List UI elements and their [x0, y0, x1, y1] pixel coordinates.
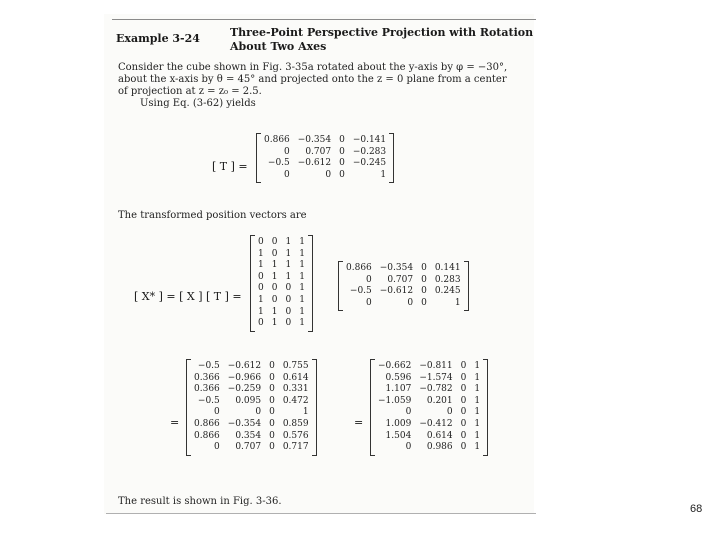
matrix-cell: 1 — [258, 294, 264, 305]
matrix-cell: 0 — [284, 146, 290, 157]
matrix-cell: 1 — [299, 248, 305, 259]
matrix-cell: 0.576 — [282, 430, 309, 441]
matrix-cell: 1 — [299, 294, 305, 305]
matrix-cell: 0.201 — [426, 395, 453, 406]
matrix-cell: 0 — [421, 263, 427, 273]
matrix-row — [342, 275, 465, 287]
matrix-cell: −0.412 — [419, 418, 453, 429]
matrix-cell: 0 — [269, 442, 275, 453]
matrix-row — [374, 361, 484, 373]
result-matrix-normalized — [370, 360, 488, 455]
t-matrix — [256, 134, 394, 182]
matrix-cell: 1 — [271, 318, 278, 329]
matrix-cell: 1 — [299, 306, 305, 317]
matrix-cell: 0 — [460, 395, 467, 406]
matrix-row — [190, 419, 313, 431]
matrix-cell: 0 — [339, 158, 345, 169]
matrix-cell: 1.504 — [385, 430, 412, 441]
matrix-cell: 1 — [299, 260, 305, 271]
matrix-cell: 1.107 — [385, 384, 412, 395]
matrix-row — [190, 407, 313, 419]
matrix-cell: 0.245 — [434, 286, 461, 297]
matrix-cell: 0 — [271, 237, 278, 247]
result-caption: The result is shown in Fig. 3-36. — [118, 496, 282, 507]
matrix-cell: 0 — [446, 407, 453, 418]
matrix-row — [374, 442, 484, 454]
matrix-cell: 0 — [271, 248, 278, 259]
matrix-cell: 0.986 — [426, 442, 453, 453]
matrix-cell: 1 — [474, 384, 481, 395]
matrix-cell: 0.707 — [235, 442, 262, 453]
matrix-cell: 0 — [258, 237, 264, 247]
matrix-cell: 1 — [258, 260, 264, 271]
matrix-cell: 0.707 — [387, 274, 414, 285]
matrix-cell: 1 — [474, 407, 481, 418]
matrix-cell: 0 — [366, 297, 372, 308]
matrix-cell: −0.782 — [419, 384, 453, 395]
matrix-row — [190, 361, 313, 373]
matrix-cell: 1 — [474, 372, 481, 383]
matrix-cell: 0 — [460, 407, 467, 418]
matrix-row — [254, 237, 309, 249]
matrix-cell: −0.5 — [197, 361, 220, 371]
matrix-cell: 0.141 — [434, 263, 461, 273]
matrix-cell: 0 — [269, 407, 275, 418]
matrix-cell: 0 — [285, 306, 292, 317]
matrix-cell: 1 — [299, 283, 305, 294]
matrix-row — [374, 384, 484, 396]
matrix-cell: 0.866 — [346, 263, 372, 273]
matrix-row — [190, 384, 313, 396]
matrix-cell: 1 — [285, 271, 292, 282]
matrix-cell: 1 — [271, 306, 278, 317]
matrix-cell: 0 — [460, 361, 467, 371]
matrix-cell: −1.059 — [378, 395, 412, 406]
matrix-row — [342, 263, 465, 275]
equals-sign: = — [354, 416, 364, 429]
matrix-cell: 0 — [460, 384, 467, 395]
matrix-cell: 0 — [258, 271, 264, 282]
matrix-cell: 0 — [258, 318, 264, 329]
matrix-cell: 0 — [405, 442, 412, 453]
matrix-cell: 0 — [269, 361, 275, 371]
scanned-page — [104, 14, 534, 514]
matrix-table — [190, 361, 313, 454]
matrix-cell: 0 — [339, 135, 345, 145]
matrix-cell: 0 — [339, 146, 345, 157]
matrix-row — [342, 286, 465, 298]
matrix-cell: 0 — [255, 407, 262, 418]
matrix-cell: −0.811 — [419, 361, 453, 371]
t-matrix-repeat — [338, 262, 469, 310]
matrix-row — [254, 272, 309, 284]
matrix-cell: 0 — [258, 283, 264, 294]
matrix-cell: −0.354 — [297, 135, 332, 145]
matrix-cell: 0 — [285, 294, 292, 305]
matrix-cell: 1 — [474, 418, 481, 429]
intro-paragraph — [118, 62, 536, 110]
matrix-cell: −1.574 — [419, 372, 453, 383]
matrix-row — [254, 318, 309, 330]
matrix-table — [254, 237, 309, 330]
matrix-cell: 0.596 — [385, 372, 412, 383]
matrix-cell: 0.866 — [264, 135, 290, 145]
matrix-cell: 0.755 — [282, 361, 309, 371]
matrix-cell: 0.866 — [194, 430, 220, 441]
matrix-cell: −0.612 — [297, 158, 332, 169]
matrix-cell: 0 — [214, 442, 220, 453]
matrix-row — [260, 135, 390, 147]
matrix-table — [374, 361, 484, 454]
matrix-cell: 1 — [474, 395, 481, 406]
matrix-cell: −0.5 — [267, 158, 290, 169]
matrix-cell: 1 — [285, 248, 292, 259]
matrix-cell: 0.283 — [434, 274, 461, 285]
matrix-cell: 0 — [269, 384, 275, 395]
matrix-cell: 0.614 — [426, 430, 453, 441]
matrix-cell: 1 — [299, 237, 305, 247]
matrix-cell: 0.866 — [194, 418, 220, 429]
matrix-cell: 0.331 — [282, 384, 309, 395]
matrix-row — [254, 260, 309, 272]
matrix-cell: 0.472 — [282, 395, 309, 406]
matrix-cell: 1 — [258, 306, 264, 317]
matrix-cell: −0.662 — [378, 361, 412, 371]
matrix-cell: 1 — [299, 271, 305, 282]
matrix-table — [342, 263, 465, 309]
example-number: Example 3-24 — [116, 32, 200, 45]
matrix-cell: 0 — [284, 169, 290, 180]
matrix-cell: 1 — [474, 442, 481, 453]
matrix-cell: 0 — [405, 407, 412, 418]
t-matrix-label: [ T ] = — [212, 160, 248, 173]
matrix-cell: 0.707 — [305, 146, 332, 157]
paragraph-line: of projection at z = z₀ = 2.5. — [118, 86, 262, 97]
matrix-cell: 0 — [460, 418, 467, 429]
matrix-cell: 0 — [285, 318, 292, 329]
example-title-line2: About Two Axes — [230, 40, 327, 53]
matrix-cell: −0.5 — [349, 286, 372, 297]
transformed-vectors-text: The transformed position vectors are — [118, 210, 307, 221]
paragraph-line: Using Eq. (3-62) yields — [140, 98, 256, 109]
equals-sign: = — [170, 416, 180, 429]
matrix-cell: 0 — [366, 274, 372, 285]
x-matrix — [250, 236, 313, 331]
matrix-cell: 1 — [285, 237, 292, 247]
matrix-cell: 1 — [302, 407, 309, 418]
example-title-line1: Three-Point Perspective Projection with Rotation — [230, 26, 534, 39]
matrix-row — [190, 396, 313, 408]
matrix-row — [190, 442, 313, 454]
matrix-cell: 0.614 — [282, 372, 309, 383]
example-title — [230, 26, 533, 54]
matrix-row — [254, 307, 309, 319]
matrix-cell: 0 — [460, 430, 467, 441]
matrix-cell: 0 — [271, 294, 278, 305]
paragraph-line: Consider the cube shown in Fig. 3-35a rotated about the y-axis by φ = −30°, — [118, 62, 508, 73]
matrix-cell: 0.717 — [282, 442, 309, 453]
matrix-cell: 0 — [407, 297, 414, 308]
matrix-row — [260, 158, 390, 170]
matrix-cell: −0.283 — [352, 146, 387, 157]
matrix-cell: 1 — [285, 260, 292, 271]
matrix-cell: −0.612 — [227, 361, 262, 371]
matrix-cell: 1 — [271, 271, 278, 282]
matrix-cell: 1 — [474, 430, 481, 441]
matrix-cell: 0 — [271, 283, 278, 294]
matrix-cell: −0.141 — [352, 135, 387, 145]
matrix-cell: 0 — [269, 372, 275, 383]
matrix-cell: 0.366 — [194, 384, 220, 395]
matrix-row — [190, 373, 313, 385]
matrix-cell: 0 — [421, 297, 427, 308]
matrix-cell: 0 — [269, 395, 275, 406]
matrix-table — [260, 135, 390, 181]
matrix-cell: −0.245 — [352, 158, 387, 169]
matrix-row — [374, 431, 484, 443]
matrix-cell: 0 — [460, 372, 467, 383]
matrix-row — [374, 373, 484, 385]
matrix-cell: 1 — [474, 361, 481, 371]
matrix-cell: 1 — [454, 297, 461, 308]
matrix-row — [254, 295, 309, 307]
matrix-cell: 0 — [460, 442, 467, 453]
matrix-cell: 0 — [285, 283, 292, 294]
matrix-row — [190, 431, 313, 443]
matrix-cell: 0 — [214, 407, 220, 418]
matrix-row — [260, 147, 390, 159]
matrix-row — [374, 396, 484, 408]
matrix-row — [254, 283, 309, 295]
matrix-cell: 0 — [339, 169, 345, 180]
matrix-cell: −0.5 — [197, 395, 220, 406]
matrix-cell: 0 — [421, 274, 427, 285]
matrix-cell: 0 — [269, 418, 275, 429]
matrix-cell: 0 — [421, 286, 427, 297]
result-matrix-homogeneous — [186, 360, 317, 455]
matrix-cell: 0.354 — [235, 430, 262, 441]
page-number: 68 — [690, 503, 703, 515]
matrix-cell: 0.095 — [235, 395, 262, 406]
matrix-cell: −0.354 — [379, 263, 414, 273]
matrix-cell: −0.354 — [227, 418, 262, 429]
matrix-cell: 1 — [299, 318, 305, 329]
matrix-row — [254, 249, 309, 261]
matrix-cell: 1.009 — [385, 418, 412, 429]
x-star-equation-label: [ X* ] = [ X ] [ T ] = — [134, 290, 242, 303]
matrix-cell: −0.966 — [227, 372, 262, 383]
matrix-cell: 1 — [271, 260, 278, 271]
paragraph-line: about the x-axis by θ = 45° and projected onto the z = 0 plane from a center — [118, 74, 507, 85]
matrix-cell: 0.366 — [194, 372, 220, 383]
matrix-cell: 1 — [258, 248, 264, 259]
matrix-cell: 0.859 — [282, 418, 309, 429]
matrix-cell: −0.259 — [227, 384, 262, 395]
matrix-cell: 0 — [325, 169, 332, 180]
matrix-cell: −0.612 — [379, 286, 414, 297]
matrix-row — [260, 170, 390, 182]
matrix-row — [374, 419, 484, 431]
matrix-row — [342, 298, 465, 310]
matrix-cell: 0 — [269, 430, 275, 441]
matrix-row — [374, 407, 484, 419]
matrix-cell: 1 — [380, 169, 387, 180]
